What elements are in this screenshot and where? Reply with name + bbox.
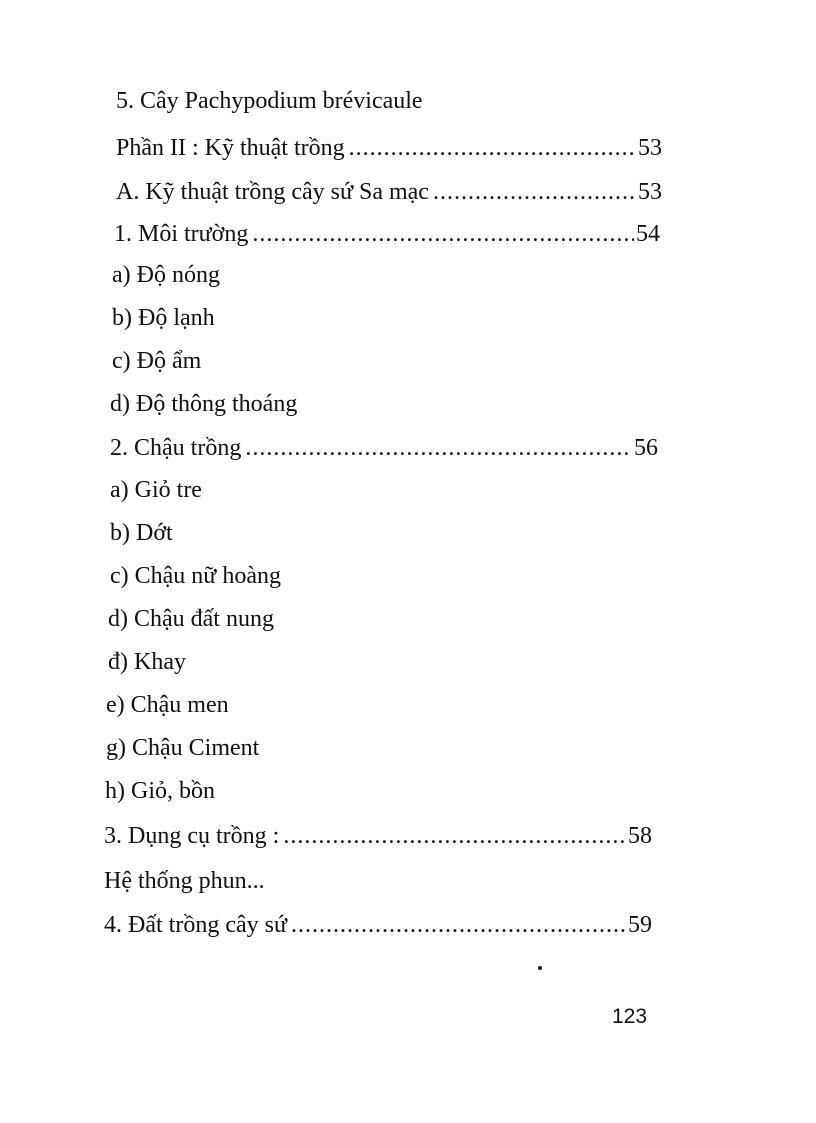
toc-entry-page: 53	[638, 179, 662, 205]
toc-entry	[112, 346, 412, 376]
toc-entry	[110, 475, 410, 505]
page-number: 123	[612, 1005, 648, 1028]
toc-entry	[114, 219, 660, 249]
toc-entry-label: d) Độ thông thoáng	[110, 391, 298, 417]
toc-entry-label: b) Dớt	[110, 520, 173, 546]
toc-entry	[104, 866, 424, 896]
toc-entry-label: e) Chậu men	[106, 692, 229, 718]
toc-entry	[106, 733, 406, 763]
toc-entry	[116, 177, 662, 207]
toc-entry-page: 56	[634, 435, 658, 461]
toc-leader-dots	[283, 821, 626, 851]
toc-entry	[112, 260, 412, 290]
toc-entry-page: 58	[628, 823, 652, 849]
toc-entry	[110, 518, 410, 548]
toc-entry	[104, 910, 652, 940]
toc-entry-label: a) Giỏ tre	[110, 477, 202, 503]
toc-entry-label: Phần II : Kỹ thuật trồng	[116, 135, 345, 161]
toc-entry-page: 54	[636, 221, 660, 247]
ink-speck	[538, 966, 542, 970]
toc-entry-page: 59	[628, 912, 652, 938]
toc-entry-label: d) Chậu đất nung	[108, 606, 274, 632]
toc-entry	[104, 821, 652, 851]
toc-leader-dots	[252, 219, 634, 249]
toc-entry-label: đ) Khay	[108, 649, 186, 675]
toc-entry-label: a) Độ nóng	[112, 262, 220, 288]
toc-entry-label: c) Độ ẩm	[112, 348, 202, 374]
toc-entry	[116, 86, 666, 116]
toc-entry-label: 2. Chậu trồng	[110, 435, 242, 461]
toc-entry-label: h) Giỏ, bồn	[105, 778, 215, 804]
toc-entry-label: 1. Môi trường	[114, 221, 249, 247]
toc-entry-label: g) Chậu Ciment	[106, 735, 260, 761]
toc-entry-label: Hệ thống phun...	[104, 868, 265, 894]
toc-entry	[105, 776, 405, 806]
toc-entry	[108, 647, 408, 677]
toc-entry-label: 5. Cây Pachypodium brévicaule	[116, 88, 423, 114]
toc-entry-page: 53	[638, 135, 662, 161]
toc-leader-dots	[245, 433, 632, 463]
toc-leader-dots	[433, 177, 636, 207]
toc-entry-label: A. Kỹ thuật trồng cây sứ Sa mạc	[116, 179, 429, 205]
toc-entry	[110, 433, 658, 463]
toc-entry-label: b) Độ lạnh	[112, 305, 215, 331]
toc-entry	[112, 303, 412, 333]
toc-entry	[106, 690, 406, 720]
toc-entry	[110, 389, 430, 419]
toc-entry-label: 4. Đất trồng cây sứ	[104, 912, 287, 938]
toc-entry-label: 3. Dụng cụ trồng :	[104, 823, 280, 849]
toc-entry	[110, 561, 410, 591]
toc-entry	[116, 133, 662, 163]
toc-entry	[108, 604, 428, 634]
toc-leader-dots	[291, 910, 626, 940]
toc-leader-dots	[349, 133, 636, 163]
toc-entry-label: c) Chậu nữ hoàng	[110, 563, 281, 589]
